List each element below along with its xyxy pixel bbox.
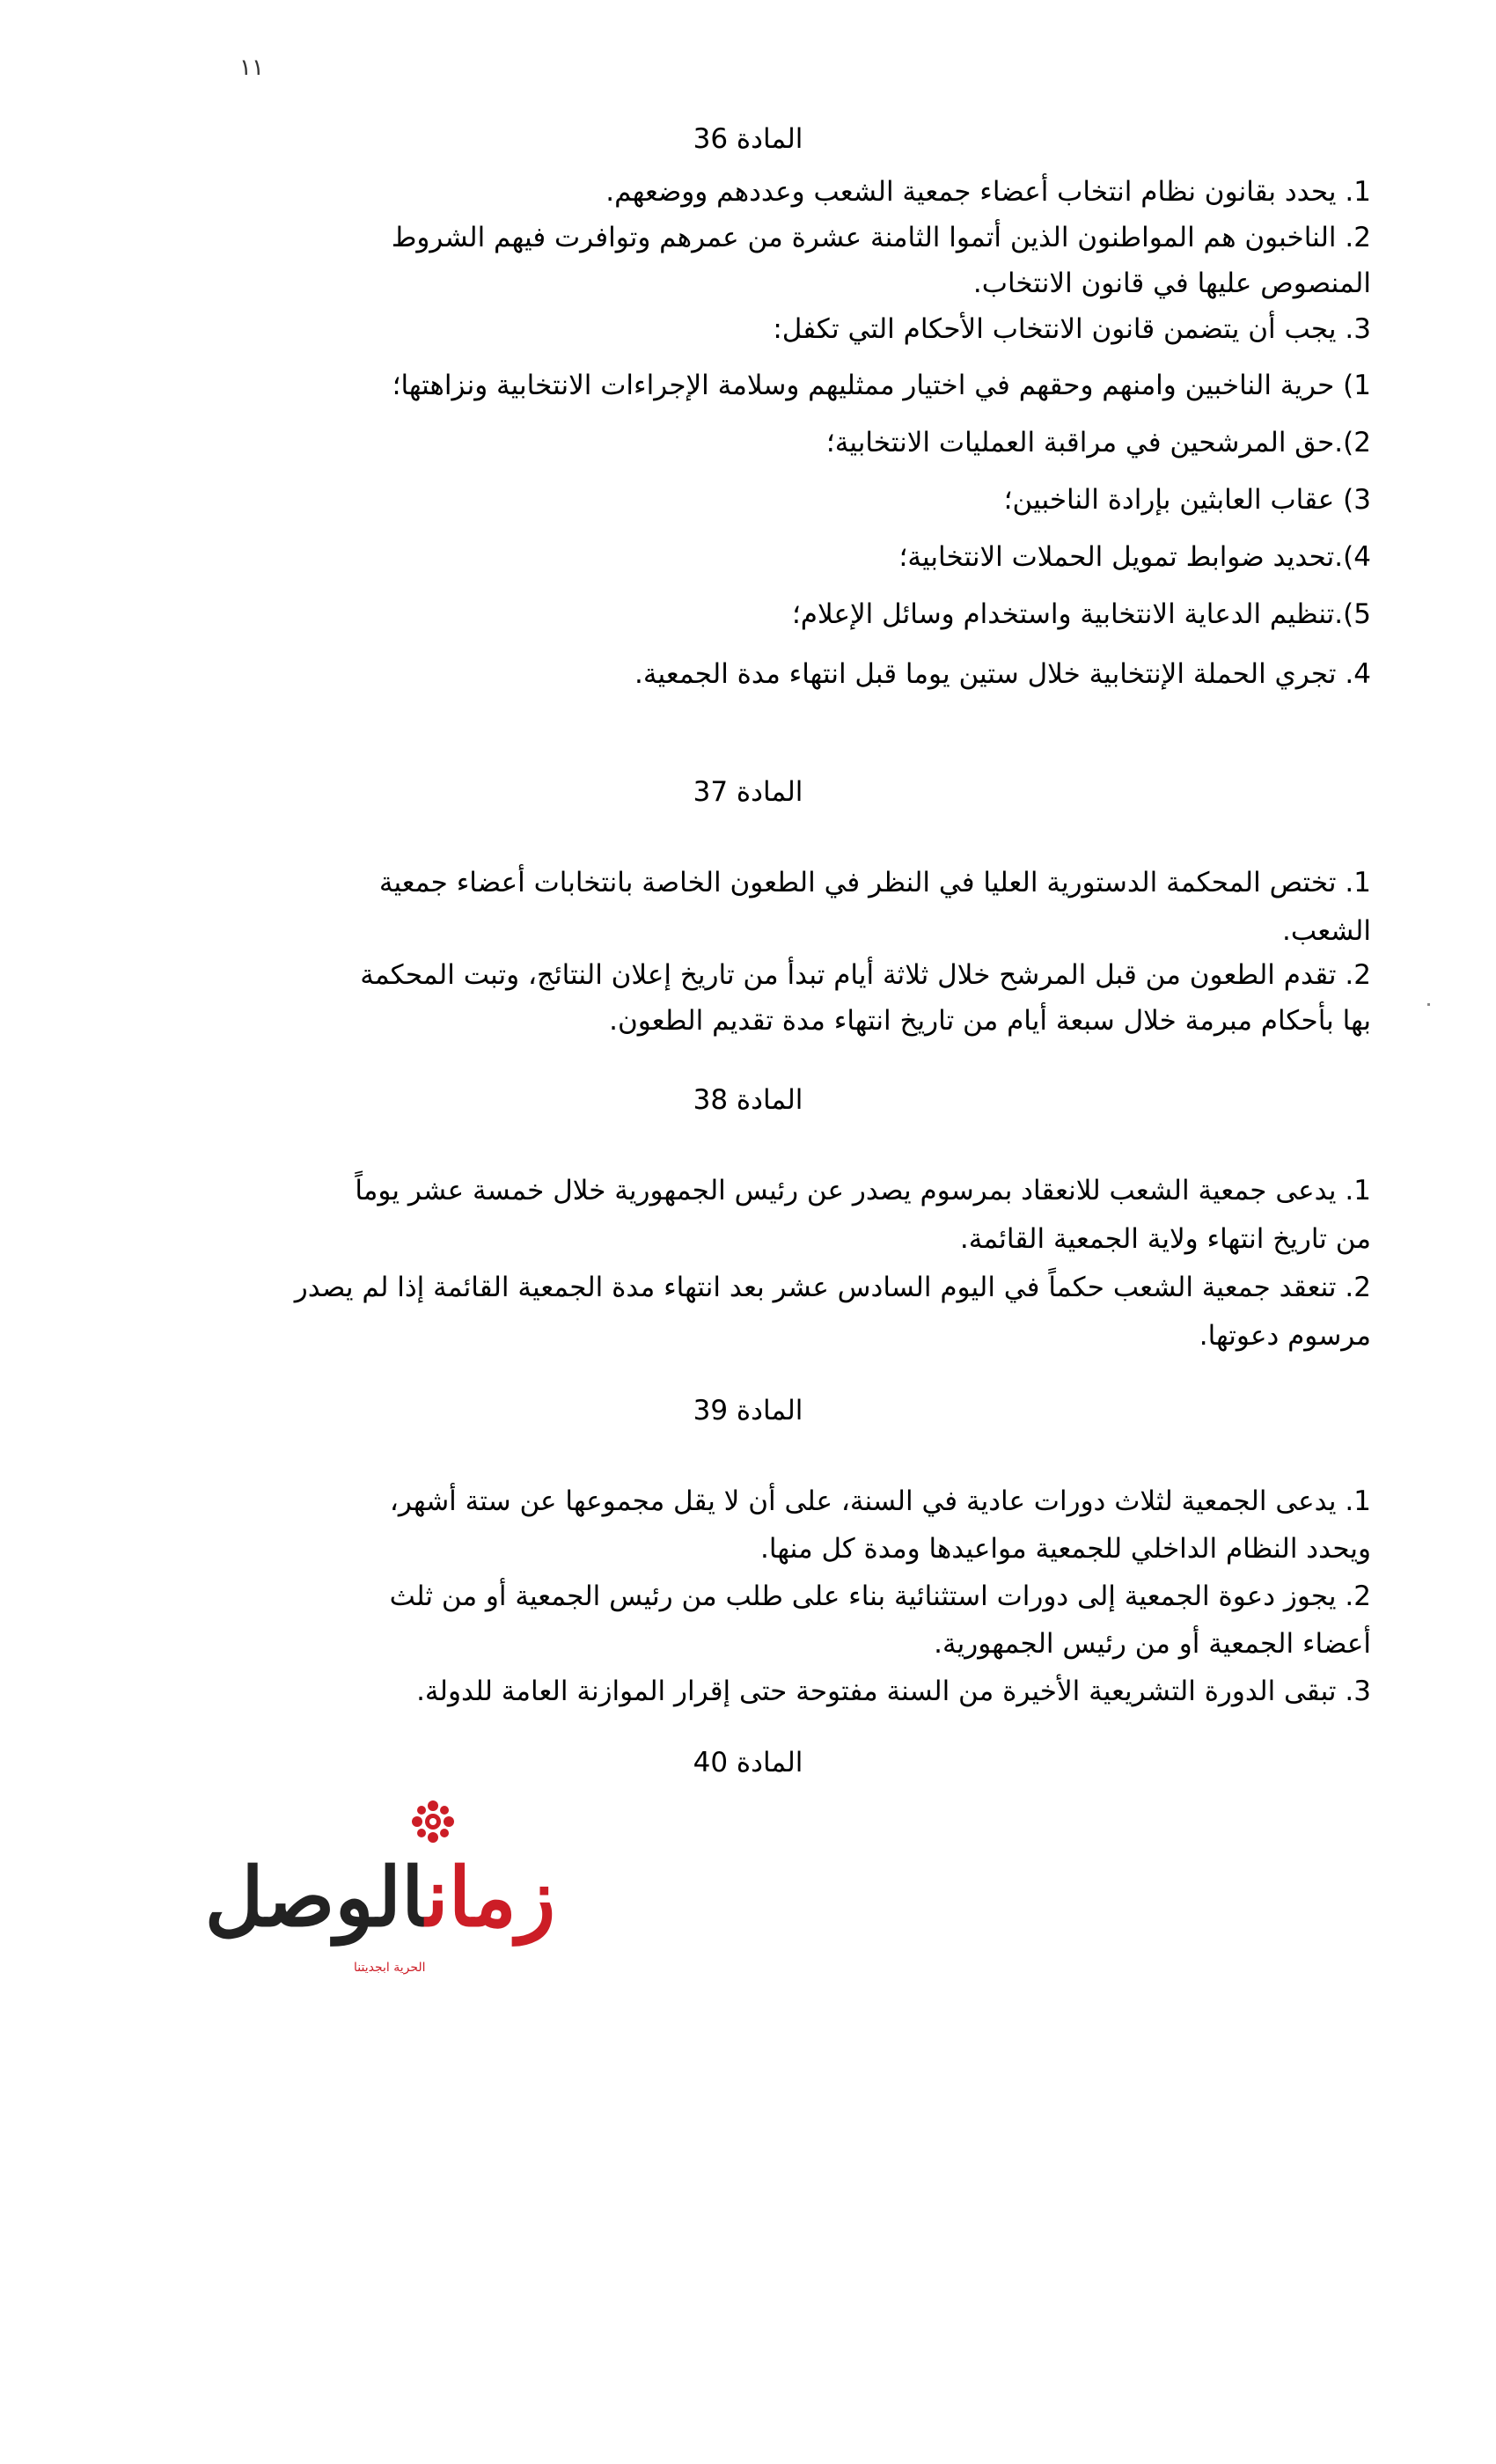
article-line: 3) عقاب العابثين بإرادة الناخبين؛ [1003,484,1371,516]
article-line: 4. تجري الحملة الإنتخابية خلال ستين يوما قبل انتهاء مدة الجمعية. [634,658,1371,690]
article-line: 1. تختص المحكمة الدستورية العليا في النظر في الطعون الخاصة بانتخابات أعضاء جمعية [378,867,1371,898]
article-line: بها بأحكام مبرمة خلال سبعة أيام من تاريخ انتهاء مدة تقديم الطعون. [609,1005,1371,1037]
article-line: 2. تقدم الطعون من قبل المرشح خلال ثلاثة أيام تبدأ من تاريخ إعلان النتائج، وتبت المحكمة [360,959,1371,991]
page-number-mark: ١١ [239,55,264,81]
article-line: ويحدد النظام الداخلي للجمعية مواعيدها ومدة كل منها. [760,1533,1371,1565]
article-line: 1. يدعى جمعية الشعب للانعقاد بمرسوم يصدر عن رئيس الجمهورية خلال خمسة عشر يوماً [355,1175,1371,1206]
article-line: 2. يجوز دعوة الجمعية إلى دورات استثنائية بناء على طلب من رئيس الجمعية أو من ثلث [389,1580,1371,1612]
article-line: أعضاء الجمعية أو من رئيس الجمهورية. [934,1628,1371,1660]
article-line: 4).تحديد ضوابط تمويل الحملات الانتخابية؛ [898,541,1371,573]
article-line: مرسوم دعوتها. [1199,1320,1371,1352]
article-heading: المادة 36 [693,123,803,155]
scan-speck [1427,1003,1430,1006]
article-line: 1) حرية الناخبين وامنهم وحقهم في اختيار ممثليهم وسلامة الإجراءات الانتخابية ونزاهتها؛ [392,370,1371,401]
article-line: 2. تنعقد جمعية الشعب حكماً في اليوم السادس عشر بعد انتهاء مدة الجمعية القائمة إذا لم يصدر [294,1272,1371,1303]
article-line: 5).تنظيم الدعاية الانتخابية واستخدام وسائل الإعلام؛ [791,598,1371,630]
logo-tagline: الحرية ابجديتنا [354,1961,426,1975]
article-heading: المادة 38 [693,1084,803,1116]
article-heading: المادة 40 [693,1747,803,1778]
article-line: 3. تبقى الدورة التشريعية الأخيرة من السنة مفتوحة حتى إقرار الموازنة العامة للدولة. [416,1676,1371,1707]
article-line: من تاريخ انتهاء ولاية الجمعية القائمة. [959,1223,1371,1255]
article-line: 1. يدعى الجمعية لثلاث دورات عادية في السنة، على أن لا يقل مجموعها عن ستة أشهر، [389,1485,1371,1517]
article-line: المنصوص عليها في قانون الانتخاب. [972,268,1371,299]
zaman-alwasl-logo [195,1795,565,1984]
flower-ornament-icon [407,1795,459,1848]
article-heading: المادة 37 [693,776,803,808]
article-heading: المادة 39 [693,1395,803,1426]
logo-word-dark: الوصل [204,1850,427,1945]
article-line: 1. يحدد بقانون نظام انتخاب أعضاء جمعية الشعب وعددهم ووضعهم. [605,176,1371,208]
article-line: 2).حق المرشحين في مراقبة العمليات الانتخابية؛ [825,427,1371,458]
article-line: 2. الناخبون هم المواطنون الذين أتموا الثامنة عشرة من عمرهم وتوافرت فيهم الشروط [391,222,1371,253]
logo-word-red: زمان [426,1850,556,1945]
article-line: الشعب. [1282,915,1371,947]
article-line: 3. يجب أن يتضمن قانون الانتخاب الأحكام التي تكفل: [773,313,1371,345]
logo-wordmark [195,1850,565,1945]
